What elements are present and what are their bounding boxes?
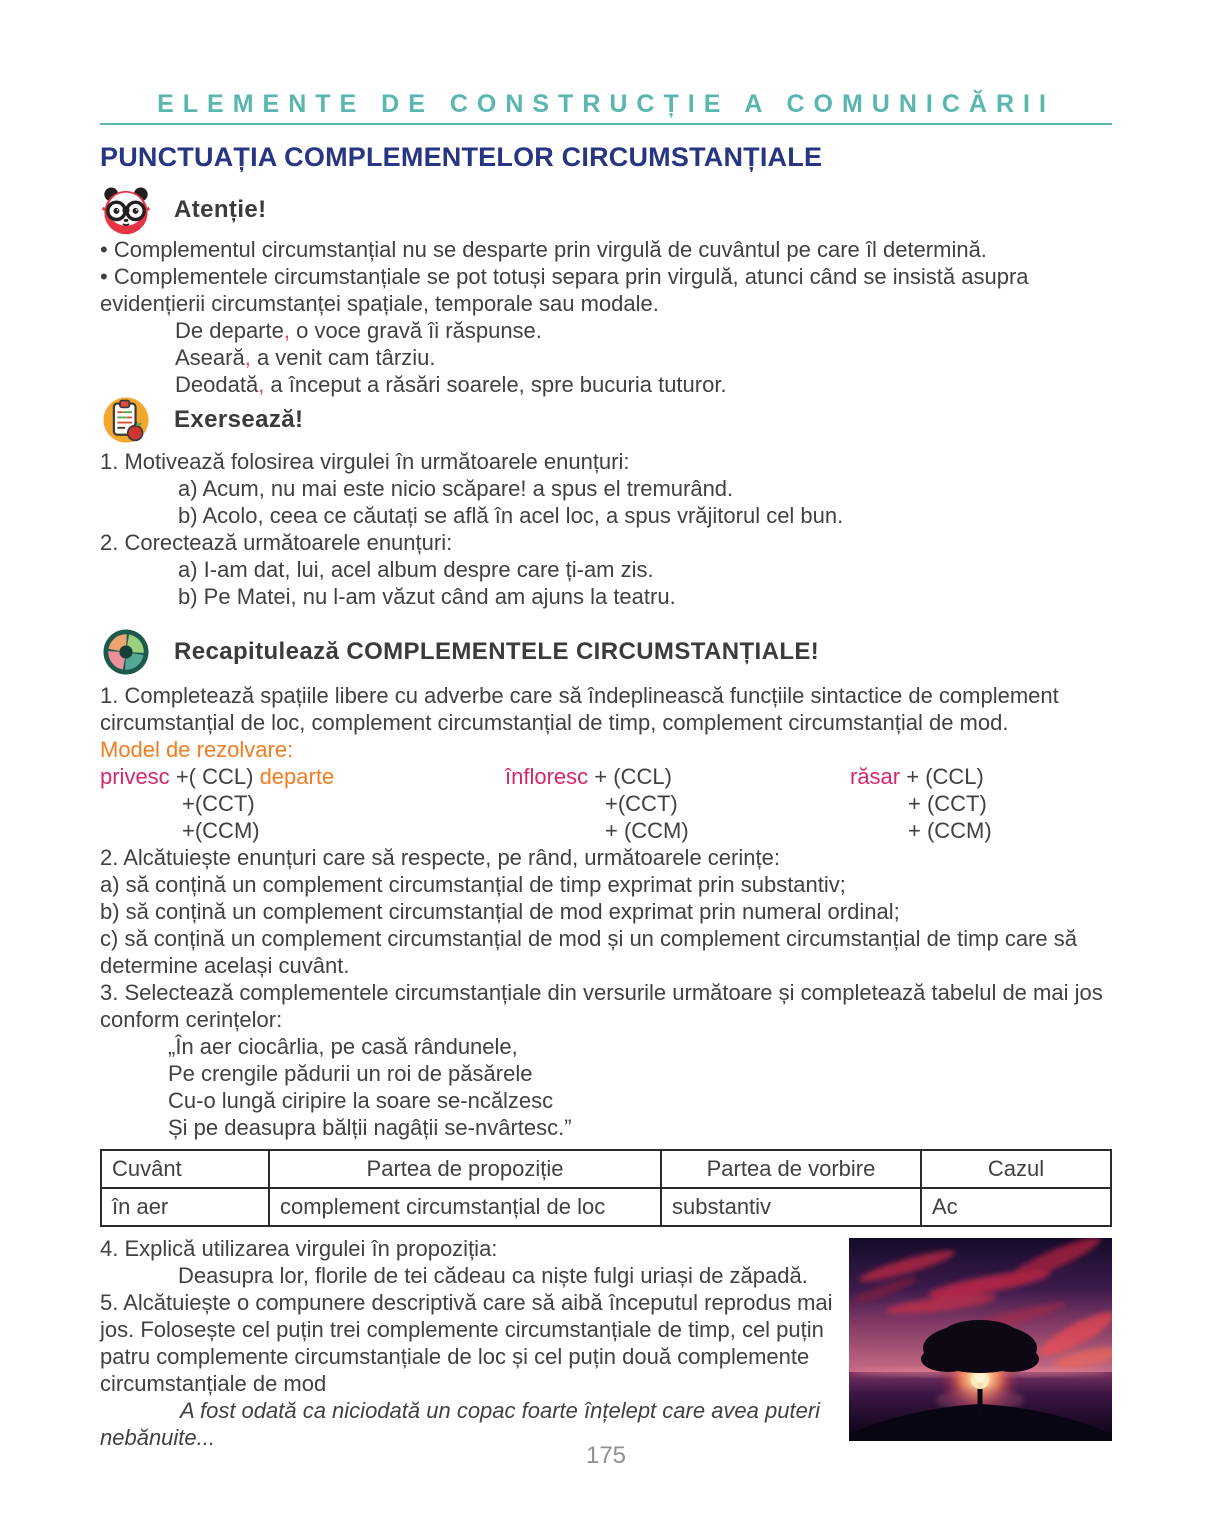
attention-bullet-1: • Complementul circumstanțial nu se desparte prin virgulă de cuvântul pe care îl determină.	[100, 237, 987, 262]
verb: răsar	[850, 764, 901, 789]
red-comma: ,	[258, 372, 265, 397]
page-number: 175	[585, 1442, 627, 1469]
verb: înfloresc	[505, 764, 589, 789]
puzzle-circle-icon	[100, 626, 152, 678]
recap-ex2-intro: 2. Alcătuiește enunțuri care să respecte, pe rând, următoarele cerințe:	[100, 845, 780, 870]
clipboard-apple-icon	[100, 394, 152, 446]
page-title: PUNCTUAȚIA COMPLEMENTELOR CIRCUMSTANȚIALE	[100, 142, 823, 172]
panda-glasses-icon	[100, 184, 152, 236]
model-columns	[100, 763, 1112, 844]
model-row: +(CCT)	[182, 791, 255, 816]
model-answer: departe	[259, 764, 335, 789]
model-column-1	[100, 763, 505, 844]
col-header-cuvant: Cuvânt	[101, 1150, 269, 1188]
exercises-4-5-block	[100, 1235, 1112, 1451]
exercise-1a: a) Acum, nu mai este nicio scăpare! a spus el tremurând.	[178, 476, 734, 501]
attention-section-head	[100, 184, 1112, 236]
col-header-partea-vorbire: Partea de vorbire	[661, 1150, 921, 1188]
chapter-header: ELEMENTE DE CONSTRUCȚIE A COMUNICĂRII	[157, 90, 1055, 118]
recap-ex2c: c) să conțină un complement circumstanțial de mod și un complement circumstanțial de timp care să determine același cuvânt.	[100, 926, 1077, 978]
table-row	[101, 1188, 1111, 1226]
recap-ex4-example: Deasupra lor, florile de tei cădeau ca niște fulgi uriași de zăpadă.	[178, 1263, 808, 1288]
example-sentence-1: De departe, o voce gravă îi răspunse.	[175, 318, 542, 343]
recap-ex2b: b) să conțină un complement circumstanțial de mod exprimat prin numeral ordinal;	[100, 899, 900, 924]
col-header-partea-propozitie: Partea de propoziție	[269, 1150, 661, 1188]
example-sentence-2: Aseară, a venit cam târziu.	[175, 345, 436, 370]
recap-ex4-intro: 4. Explică utilizarea virgulei în propoziția:	[100, 1236, 498, 1261]
recap-section-head	[100, 626, 1112, 678]
example-sentence-3: Deodată, a început a răsări soarele, spre bucuria tuturor.	[175, 372, 727, 397]
recap-ex1: 1. Completează spațiile libere cu adverbe care să îndeplinească funcțiile sintactice de complement circumstanțial de loc, complement circumstanțial de timp, complement circumstanțial de mod.	[100, 683, 1059, 735]
recap-ex2a: a) să conțină un complement circumstanțial de timp exprimat prin substantiv;	[100, 872, 846, 897]
exercise-2-intro: 2. Corectează următoarele enunțuri:	[100, 530, 453, 555]
header-rule	[100, 123, 1112, 125]
model-row: + (CCM)	[605, 818, 689, 843]
recap-ex5-quote: A fost odată ca niciodată un copac foarte înțelept care avea puteri nebănuite...	[100, 1398, 821, 1450]
model-row: privesc +( CCL) departe	[100, 764, 335, 789]
cell-partea-vorbire: substantiv	[661, 1188, 921, 1226]
exercise-1b: b) Acolo, ceea ce căutați se află în acel loc, a spus vrăjitorul cel bun.	[178, 503, 844, 528]
verse-line: Și pe deasupra bălții nagâții se-nvârtesc.”	[168, 1115, 572, 1140]
red-comma: ,	[244, 345, 251, 370]
model-column-3	[850, 763, 1112, 844]
exercises-4-5-text	[100, 1235, 837, 1451]
recap-heading: Recapitulează COMPLEMENTELE CIRCUMSTANȚIALE!	[174, 638, 820, 665]
exercise-2a: a) I-am dat, lui, acel album despre care ți-am zis.	[178, 557, 654, 582]
verb: privesc	[100, 764, 170, 789]
model-column-2	[505, 763, 850, 844]
model-row: +(CCM)	[182, 818, 260, 843]
model-row: + (CCM)	[908, 818, 992, 843]
model-row: + (CCT)	[908, 791, 987, 816]
practice-heading: Exersează!	[174, 406, 304, 433]
col-header-cazul: Cazul	[921, 1150, 1111, 1188]
model-row: înfloresc + (CCL)	[505, 764, 672, 789]
verse-line: Cu-o lungă ciripire la soare se-ncălzesc	[168, 1088, 554, 1113]
table-header-row	[101, 1150, 1111, 1188]
recap-ex3-intro: 3. Selectează complementele circumstanțiale din versurile următoare și completează tabelul de mai jos conform cerințelor:	[100, 980, 1103, 1032]
exercise-1-intro: 1. Motivează folosirea virgulei în următoarele enunțuri:	[100, 449, 630, 474]
exercise-2b: b) Pe Matei, nu l-am văzut când am ajuns la teatru.	[178, 584, 676, 609]
attention-bullet-2: • Complementele circumstanțiale se pot totuși separa prin virgulă, atunci când se insistă asupra evidențierii circumstanței spațiale, temporale sau modale.	[100, 264, 1029, 316]
cell-cuvant: în aer	[101, 1188, 269, 1226]
verse-line: „În aer ciocârlia, pe casă rândunele,	[168, 1034, 518, 1059]
cell-cazul: Ac	[921, 1188, 1111, 1226]
tree-sunset-photo	[849, 1238, 1112, 1441]
analysis-table	[100, 1149, 1112, 1227]
model-row: răsar + (CCL)	[850, 764, 984, 789]
red-comma: ,	[283, 318, 290, 343]
verse-line: Pe crengile pădurii un roi de păsărele	[168, 1061, 533, 1086]
cell-partea-propozitie: complement circumstanțial de loc	[269, 1188, 661, 1226]
model-label: Model de rezolvare:	[100, 737, 294, 762]
practice-section-head	[100, 394, 1112, 446]
attention-heading: Atenție!	[174, 196, 267, 223]
model-row: +(CCT)	[605, 791, 678, 816]
recap-ex5-text: 5. Alcătuiește o compunere descriptivă care să aibă începutul reprodus mai jos. Folosește cel puțin trei complemente circumstanțiale de timp, cel puțin patru complemente circumstanțiale de loc și cel puțin două complemente circumstanțiale de mod	[100, 1290, 833, 1396]
